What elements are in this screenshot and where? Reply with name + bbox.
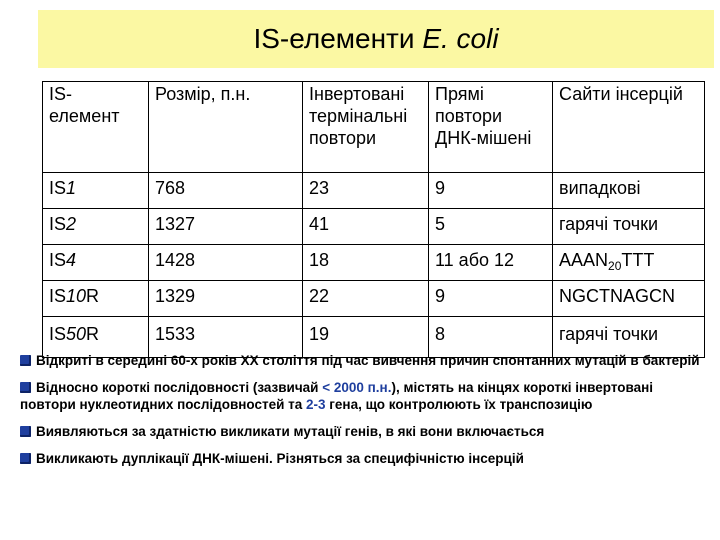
element-suffix: R — [86, 286, 100, 306]
cell-direct: 9 — [429, 281, 553, 317]
bullet-item — [20, 379, 710, 413]
bullet-text: Відкриті в середині 60-х років ХХ століття під час вивчення причин спонтанних мутацій в бактерій — [36, 353, 700, 368]
bullet-text-middle: ), містять на кінцях короткі інвертовані повтори нуклеотидних послідовностей та — [20, 380, 654, 412]
cell-inverted: 41 — [303, 209, 429, 245]
site-seq-subscript: 20 — [608, 259, 622, 273]
table-row — [43, 281, 705, 317]
header-direct-repeats: Прямі повтори ДНК-мішені — [429, 82, 553, 173]
cell-direct: 11 або 12 — [429, 245, 553, 281]
element-number: 4 — [66, 250, 77, 270]
element-number: 50 — [66, 324, 87, 344]
cell-inverted: 19 — [303, 317, 429, 358]
element-prefix: IS — [49, 250, 67, 270]
table-row — [43, 173, 705, 209]
cell-inverted: 18 — [303, 245, 429, 281]
is-elements-table — [42, 81, 705, 358]
bullet-item — [20, 423, 710, 440]
cell-sites: гарячі точки — [553, 209, 705, 245]
bullet-text: Виявляються за здатністю викликати мутації генів, в які вони включається — [36, 424, 545, 439]
cell-element — [43, 281, 149, 317]
header-size: Розмір, п.н. — [149, 82, 303, 173]
checkbox-bullet-icon — [20, 382, 31, 393]
header-inverted-repeats: Інвертовані термінальні повтори — [303, 82, 429, 173]
page-title — [253, 23, 498, 55]
cell-size: 768 — [149, 173, 303, 209]
header-is-element: IS-елемент — [43, 82, 149, 173]
checkbox-bullet-icon — [20, 426, 31, 437]
table-row — [43, 209, 705, 245]
bullet-highlight-genes: 2-3 — [306, 397, 326, 412]
title-species: E. coli — [422, 23, 499, 54]
site-seq-start: AAAN — [559, 250, 609, 270]
table-header-row — [43, 82, 705, 173]
cell-sites: NGCTNAGCN — [553, 281, 705, 317]
element-prefix: IS — [49, 214, 67, 234]
bullet-item — [20, 450, 710, 467]
cell-size: 1533 — [149, 317, 303, 358]
cell-sites — [553, 245, 705, 281]
cell-size: 1428 — [149, 245, 303, 281]
cell-direct: 8 — [429, 317, 553, 358]
bullet-highlight-size: < 2000 п.н. — [322, 380, 392, 395]
table-row — [43, 245, 705, 281]
element-number: 10 — [66, 286, 87, 306]
element-suffix: R — [86, 324, 100, 344]
cell-direct: 5 — [429, 209, 553, 245]
header-insertion-sites: Сайти інсерцій — [553, 82, 705, 173]
title-banner — [38, 10, 714, 68]
cell-element — [43, 209, 149, 245]
element-prefix: IS — [49, 324, 67, 344]
checkbox-bullet-icon — [20, 453, 31, 464]
cell-sites: гарячі точки — [553, 317, 705, 358]
checkbox-bullet-icon — [20, 355, 31, 366]
bullet-list — [20, 352, 710, 477]
cell-direct: 9 — [429, 173, 553, 209]
bullet-text: Викликають дуплікації ДНК-мішені. Різняться за специфічністю інсерцій — [36, 451, 524, 466]
bullet-item — [20, 352, 710, 369]
title-prefix: IS-елементи — [253, 23, 423, 54]
bullet-text-end: гена, що контролюють їх транспозицію — [325, 397, 593, 412]
cell-inverted: 23 — [303, 173, 429, 209]
bullet-text-start: Відносно короткі послідовності (зазвичай — [36, 380, 323, 395]
element-number: 1 — [66, 178, 77, 198]
site-seq-end: TTT — [621, 250, 655, 270]
element-number: 2 — [66, 214, 77, 234]
cell-size: 1327 — [149, 209, 303, 245]
element-prefix: IS — [49, 286, 67, 306]
cell-sites: випадкові — [553, 173, 705, 209]
cell-inverted: 22 — [303, 281, 429, 317]
cell-size: 1329 — [149, 281, 303, 317]
element-prefix: IS — [49, 178, 67, 198]
cell-element — [43, 173, 149, 209]
cell-element — [43, 245, 149, 281]
